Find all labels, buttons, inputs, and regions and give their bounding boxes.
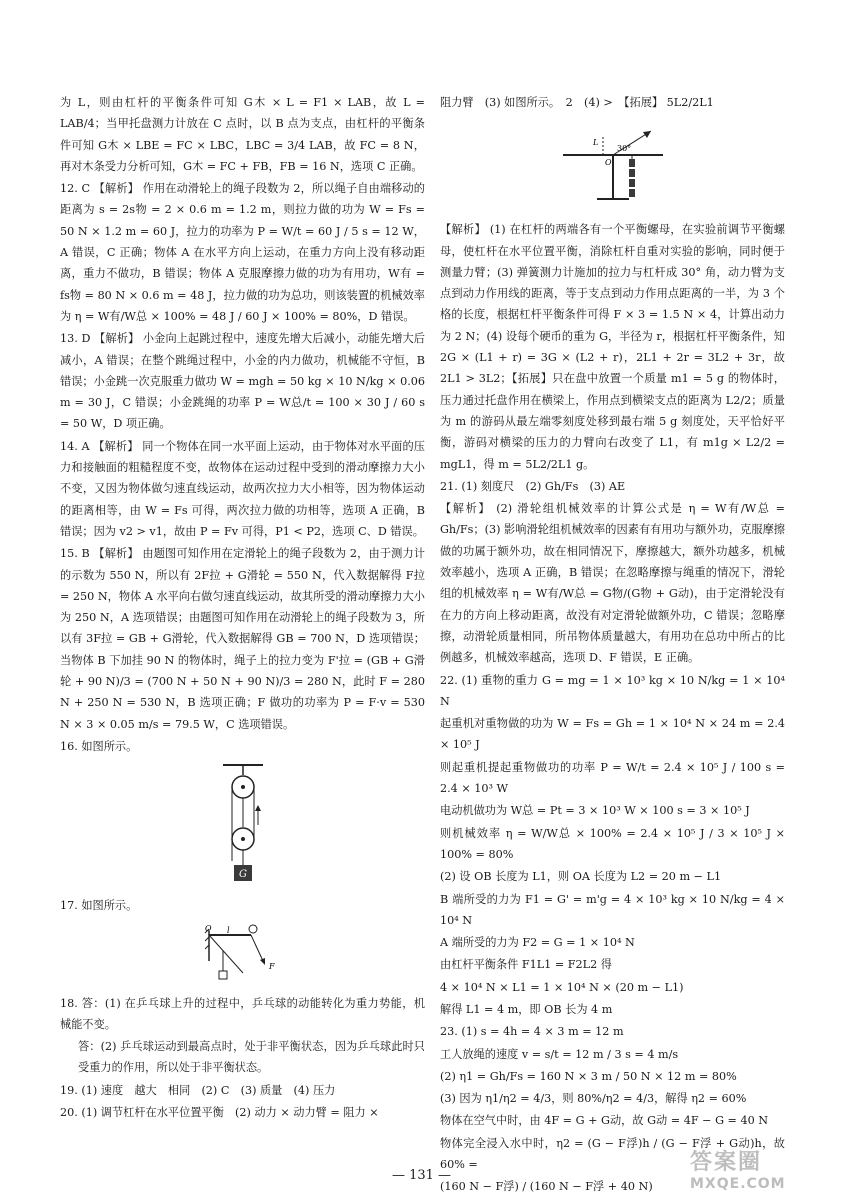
lever-f-label: F bbox=[268, 961, 275, 971]
answer-16: 16. 如图所示。 bbox=[60, 739, 138, 753]
answer-19: 19. (1) 速度 越大 相同 (2) C (3) 质量 (4) 压力 bbox=[60, 1083, 336, 1097]
answer-22-2f: 解得 L1 = 4 m，即 OB 长为 4 m bbox=[440, 1002, 613, 1016]
balance-arm-figure bbox=[440, 115, 785, 215]
answer-13: 13. D 【解析】 小金向上起跳过程中，速度先增大后减小，动能先增大后减小，A 错误；在整个跳绳过程中，小金的内力做功，机械能不守恒，B 错误；小金跳一次克服重力做功 W = mgh = 50 kg × 10 N/kg × 0.06 m = 30 J，C 错误；小金跳绳的功率 P = W总/t = 100 × 30 J / 60 s = 50 W，D 项正确。 bbox=[60, 332, 425, 431]
answer-22-2d: 由杠杆平衡条件 F1L1 = F2L2 得 bbox=[440, 958, 612, 972]
pulley-weight-label: G bbox=[238, 869, 247, 881]
answer-22-1b: 起重机对重物做的功为 W = Fs = Gh = 1 × 10⁴ N × 24 m = 2.4 × 10⁵ J bbox=[440, 717, 785, 752]
answer-22-1c: 则起重机提起重物做功的功率 P = W/t = 2.4 × 10⁵ J / 100 s = 2.4 × 10³ W bbox=[440, 760, 785, 796]
lever-l-label: l bbox=[226, 925, 230, 935]
balance-arm-diagram bbox=[553, 115, 673, 215]
answer-12: 12. C 【解析】 作用在动滑轮上的绳子段数为 2，所以绳子自由端移动的距离为 s = 2s物 = 2 × 0.6 m = 1.2 m，则拉力做的功为 W = Fs = 50 N × 1.2 m = 60 J，拉力的功率为 P = W/t = 60 J / 5 s = 12 W，A 错误，C 正确；物体 A 在水平方向上运动，在重力方向上没有移动距离，重力不做功，B 错误；物体 A 克服摩擦力做的功为有用功，W有 = fs物 = 80 N × 0.6 m = 48 J，拉力做的功为总功，则该装置的机械效率为 η = W有/W总 × 100% = 48 J / 60 J × 100% = 80%，D 错误。 bbox=[60, 182, 425, 323]
answer-18-1: 18. 答：(1) 在乒乓球上升的过程中，乒乓球的动能转化为重力势能，机械能不变。 bbox=[60, 996, 425, 1031]
pulley-diagram bbox=[213, 761, 273, 889]
answer-20: 20. (1) 调节杠杆在水平位置平衡 (2) 动力 × 动力臂 = 阻力 × bbox=[60, 1105, 379, 1119]
answer-22-1e: 则机械效率 η = W/W总 × 100% = 2.4 × 10⁵ J / 3 × 10⁵ J × 100% = 80% bbox=[440, 826, 785, 861]
answer-23-3c: 物体完全浸入水中时，η2 = (G − F浮)h / (G − F浮 + G动)h，故 60% = bbox=[440, 1136, 785, 1172]
answer-23-1a: 23. (1) s = 4h = 4 × 3 m = 12 m bbox=[440, 1025, 624, 1039]
answer-18-2: 答：(2) 乒乓球运动到最高点时，处于非平衡状态，因为乒乓球此时只受重力的作用，所以处于非平衡状态。 bbox=[78, 1040, 425, 1075]
answer-22-2b: B 端所受的力为 F1 = G' = m'g = 4 × 10³ kg × 10 N/kg = 4 × 10⁴ N bbox=[440, 892, 785, 927]
lever-diagram bbox=[203, 921, 283, 987]
answer-22-2e: 4 × 10⁴ N × L1 = 1 × 10⁴ N × (20 m − L1) bbox=[440, 980, 684, 994]
answer-15: 15. B 【解析】 由题图可知作用在定滑轮上的绳子段数为 2，由于测力计的示数为 550 N，所以有 2F拉 + G滑轮 = 550 N，代入数据解得 F拉 = 250 N，物体 A 水平向右做匀速直线运动，故其所受的滑动摩擦力大小为 250 N，A 选项错误；由题图可知作用在动滑轮上的绳子段数为 3，所以有 3F拉 = GB + G滑轮，代入数据解得 GB = 700 N，D 选项错误；当物体 B 下加挂 90 N 的物体时，绳子上的拉力变为 F'拉 = (GB + G滑轮 + 90 N)/3 = (700 N + 50 N + 90 N)/3 = 280 N，此时 F = 280 N + 250 N = 530 N，B 选项正确；F 做功的功率为 P = F·v = 530 N × 3 × 0.05 m/s = 79.5 W，C 选项错误。 bbox=[60, 547, 425, 731]
answer-14: 14. A 【解析】 同一个物体在同一水平面上运动，由于物体对水平面的压力和接触面的粗糙程度不变，故物体在运动过程中受到的滑动摩擦力大小不变，又因为物体做匀速直线运动，故两次拉力大小相等，因为物体运动的距离相等，由 W = Fs 可得，两次拉力做的功相等，选项 A 正确，B 错误；因为 v2 > v1，故由 P = Fv 可得，P1 < P2，选项 C、D 错误。 bbox=[60, 439, 425, 538]
answer-22-1a: 22. (1) 重物的重力 G = mg = 1 × 10³ kg × 10 N/kg = 1 × 10⁴ N bbox=[440, 673, 785, 708]
analysis-21: 【解析】 (2) 滑轮组机械效率的计算公式是 η = W有/W总 = Gh/Fs；(3) 影响滑轮组机械效率的因素有有用功与额外功，克服摩擦做的功属于额外功，故在相同情况下，摩擦越大，额外功越多，机械效率越小，选项 A 正确，B 错误；在忽略摩擦与绳重的情况下，滑轮组的机械效率 η = W有/W总 = G物/(G物 + G动)，由于定滑轮没有在力的方向上移动距离，故没有对定滑轮做额外功，C 错误；忽略摩擦，动滑轮质量相同，所吊物体质量越大，有用功在总功中所占的比例越多，机械效率越高，选项 D、F 错误，E 正确。 bbox=[440, 502, 785, 665]
answer-23-3a: (3) 因为 η1/η2 = 4/3，则 80%/η2 = 4/3，解得 η2 = 60% bbox=[440, 1092, 747, 1106]
answer-21: 21. (1) 刻度尺 (2) Gh/Fs (3) AE bbox=[440, 479, 626, 493]
answer-22-1d: 电动机做功为 W总 = Pt = 3 × 10³ W × 100 s = 3 × 10⁵ J bbox=[440, 804, 750, 818]
left-column bbox=[60, 92, 425, 1124]
page-number: — 131 — bbox=[391, 1168, 452, 1183]
left-para-0: 为 L，则由杠杆的平衡条件可知 G木 × L = F1 × LAB，故 L = LAB/4；当甲托盘测力计放在 C 点时，以 B 点为支点，由杠杆的平衡条件可知 G木 × LBE = FC × LBC，LBC = 3/4 LAB，故 FC = 8 N，再对木条受力分析可知，G木 = FC + FB，FB = 16 N，选项 C 正确。 bbox=[60, 96, 425, 173]
answer-23-3b: 物体在空气中时，由 4F = G + G动，故 G动 = 4F − G = 40 N bbox=[440, 1114, 769, 1128]
right-column bbox=[440, 92, 785, 1199]
answer-22-2c: A 端所受的力为 F2 = G = 1 × 10⁴ N bbox=[440, 936, 635, 950]
arm-l-label: L bbox=[592, 138, 598, 148]
answer-23-3d: (160 N − F浮) / (160 N − F浮 + 40 N) bbox=[440, 1180, 653, 1194]
lever-figure bbox=[60, 921, 425, 987]
watermark-bottom: MXQE.COM bbox=[690, 1176, 786, 1192]
answer-22-2a: (2) 设 OB 长度为 L1，则 OA 长度为 L2 = 20 m − L1 bbox=[440, 870, 722, 884]
answer-23-2: (2) η1 = Gh/Fs = 160 N × 3 m / 50 N × 12 m = 80% bbox=[440, 1069, 737, 1083]
answer-23-1b: 工人放绳的速度 v = s/t = 12 m / 3 s = 4 m/s bbox=[440, 1047, 679, 1061]
answer-17: 17. 如图所示。 bbox=[60, 899, 138, 913]
answer-20-cont: 阻力臂 (3) 如图所示。 2 (4) > 【拓展】 5L2/2L1 bbox=[440, 96, 714, 109]
pulley-figure bbox=[60, 761, 425, 889]
watermark bbox=[690, 1145, 830, 1195]
arm-o-label: O bbox=[604, 158, 612, 168]
watermark-top: 答案圈 bbox=[690, 1150, 763, 1175]
arm-angle-label: 30° bbox=[616, 144, 631, 154]
lever-o-label: O bbox=[204, 923, 212, 933]
analysis-20: 【解析】 (1) 在杠杆的两端各有一个平衡螺母，在实验前调节平衡螺母，使杠杆在水平位置平衡，消除杠杆自重对实验的影响，同时便于测量力臂；(3) 弹簧测力计施加的拉力与杠杆成 30° 角，动力臂为支点到动力作用线的距离，等于支点到动力作用点距离的一半，为 3 个格的长度，根据杠杆平衡条件可得 F × 3 = 1.5 N × 4，计算出动力为 2 N；(4) 设每个硬币的重为 G，半径为 r，根据杠杆平衡条件，知 2G × (L1 + r) = 3G × (L2 + r)，2L1 + 2r = 3L2 + 3r，故 2L1 > 3L2；【拓展】只在盘中放置一个质量 m1 = 5 g 的物体时，压力通过托盘作用在横梁上，作用点到横梁支点的距离为 L2/2；质量为 m 的游码从最左端零刻度处移到最右端 5 g 刻度处，天平恰好平衡，游码对横梁的压力的力臂向右改变了 L1，有 m1g × L2/2 = mgL1，得 m = 5L2/2L1 g。 bbox=[440, 223, 785, 471]
